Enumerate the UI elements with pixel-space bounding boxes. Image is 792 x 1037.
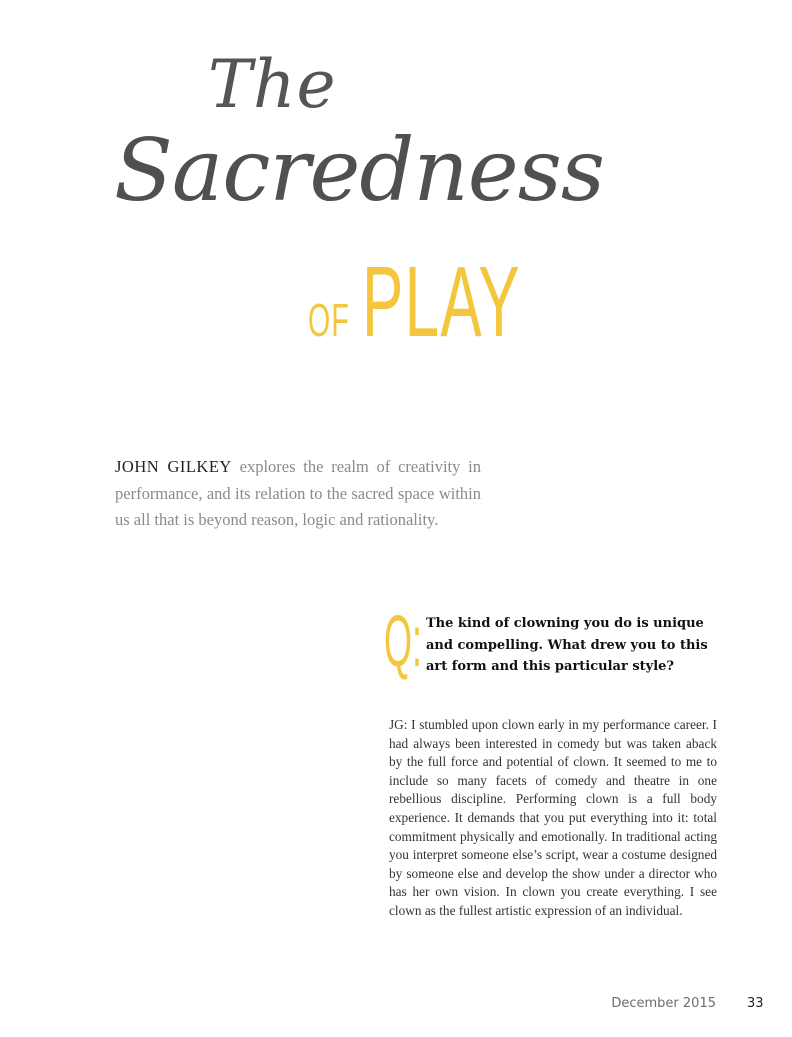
page-number: 33 bbox=[747, 996, 764, 1011]
title-line-of-play bbox=[308, 246, 619, 358]
title-word-play: PLAY bbox=[362, 246, 522, 358]
title-word-of: OF bbox=[308, 294, 351, 346]
footer-date: December 2015 bbox=[611, 996, 716, 1011]
interview-question: The kind of clowning you do is unique and compelling. What drew you to this art form and this particular style? bbox=[426, 616, 708, 674]
title-line-the: The bbox=[208, 46, 337, 123]
interview-answer: JG: I stumbled upon clown early in my performance career. I had always been interested in comedy but was taken aback by the full force and potential of clown. It seemed to me to include so many facets of comedy and theatre in one rebellious discipline. Performing clown is a full body experience. It demands that you put everything into it: total commitment physically and emotionally. In traditional acting you interpret someone else’s script, wear a costume designed by someone else and develop the show under a director who has her own vision. In clown you create everything. I see clown as the fullest artistic expression of an individual. bbox=[389, 717, 717, 918]
author-name: JOHN GILKEY bbox=[115, 457, 232, 476]
intro-paragraph bbox=[115, 454, 481, 534]
question-marker: Q: bbox=[384, 602, 423, 682]
title-line-sacredness: Sacredness bbox=[114, 121, 604, 221]
intro-text: explores the realm of creativity in performance, and its relation to the sacred space within us all that is beyond reason, logic and rationality. bbox=[115, 457, 481, 529]
